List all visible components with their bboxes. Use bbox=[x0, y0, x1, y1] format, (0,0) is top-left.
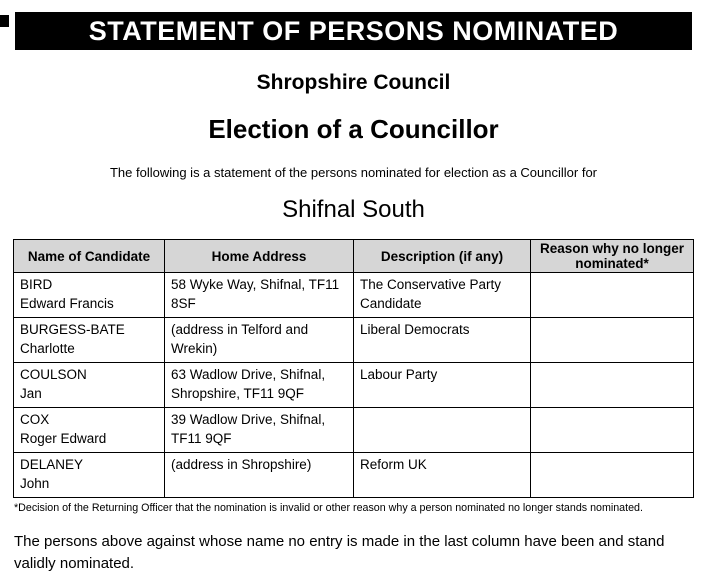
header-home-address: Home Address bbox=[165, 240, 354, 273]
candidate-row bbox=[14, 318, 694, 363]
candidate-description-cell: Labour Party bbox=[354, 363, 531, 408]
nominations-table bbox=[13, 239, 694, 498]
candidate-reason-cell bbox=[531, 453, 694, 498]
candidate-surname: BIRD bbox=[20, 277, 53, 293]
candidate-description-cell: The Conservative Party Candidate bbox=[354, 273, 531, 318]
candidate-reason-cell bbox=[531, 318, 694, 363]
header-reason: Reason why no longer nominated* bbox=[531, 240, 694, 273]
candidate-row bbox=[14, 273, 694, 318]
candidate-description-cell bbox=[354, 408, 531, 453]
candidate-row bbox=[14, 363, 694, 408]
candidate-forenames: Roger Edward bbox=[20, 430, 107, 446]
candidate-surname: COULSON bbox=[20, 367, 87, 383]
candidate-surname: DELANEY bbox=[20, 457, 84, 473]
table-header-row bbox=[14, 240, 694, 273]
header-description: Description (if any) bbox=[354, 240, 531, 273]
header-name-of-candidate: Name of Candidate bbox=[14, 240, 165, 273]
returning-officer-footnote: *Decision of the Returning Officer that the nomination is invalid or other reason why a person nominated no longer stands nominated. bbox=[14, 502, 643, 515]
candidate-description-cell: Liberal Democrats bbox=[354, 318, 531, 363]
candidate-address-cell: 63 Wadlow Drive, Shifnal, Shropshire, TF11 9QF bbox=[165, 363, 354, 408]
candidate-forenames: Jan bbox=[20, 385, 42, 401]
candidate-row bbox=[14, 408, 694, 453]
candidate-address-cell: (address in Shropshire) bbox=[165, 453, 354, 498]
candidate-description-cell: Reform UK bbox=[354, 453, 531, 498]
election-title: Election of a Councillor bbox=[208, 114, 499, 144]
candidate-name-cell bbox=[14, 363, 165, 408]
candidate-row bbox=[14, 453, 694, 498]
candidate-name-cell bbox=[14, 408, 165, 453]
candidate-name-cell bbox=[14, 453, 165, 498]
validly-nominated-statement: The persons above against whose name no entry is made in the last column have been and stand validly nominated. bbox=[14, 533, 665, 572]
candidate-name-cell bbox=[14, 318, 165, 363]
candidate-reason-cell bbox=[531, 408, 694, 453]
candidate-address-cell: (address in Telford and Wrekin) bbox=[165, 318, 354, 363]
candidate-reason-cell bbox=[531, 273, 694, 318]
candidate-forenames: Edward Francis bbox=[20, 295, 114, 311]
intro-statement: The following is a statement of the persons nominated for election as a Councillor for bbox=[109, 165, 598, 180]
ward-name: Shifnal South bbox=[282, 196, 425, 223]
candidate-name-cell bbox=[14, 273, 165, 318]
candidate-surname: COX bbox=[20, 412, 50, 428]
candidate-forenames: Charlotte bbox=[20, 340, 75, 356]
candidate-reason-cell bbox=[531, 363, 694, 408]
document-title-banner: STATEMENT OF PERSONS NOMINATED bbox=[15, 12, 692, 50]
candidate-surname: BURGESS-BATE bbox=[20, 322, 125, 338]
candidate-address-cell: 39 Wadlow Drive, Shifnal, TF11 9QF bbox=[165, 408, 354, 453]
scan-corner-mark bbox=[0, 15, 9, 27]
candidate-forenames: John bbox=[20, 475, 50, 491]
candidate-address-cell: 58 Wyke Way, Shifnal, TF11 8SF bbox=[165, 273, 354, 318]
authority-name: Shropshire Council bbox=[256, 71, 451, 94]
